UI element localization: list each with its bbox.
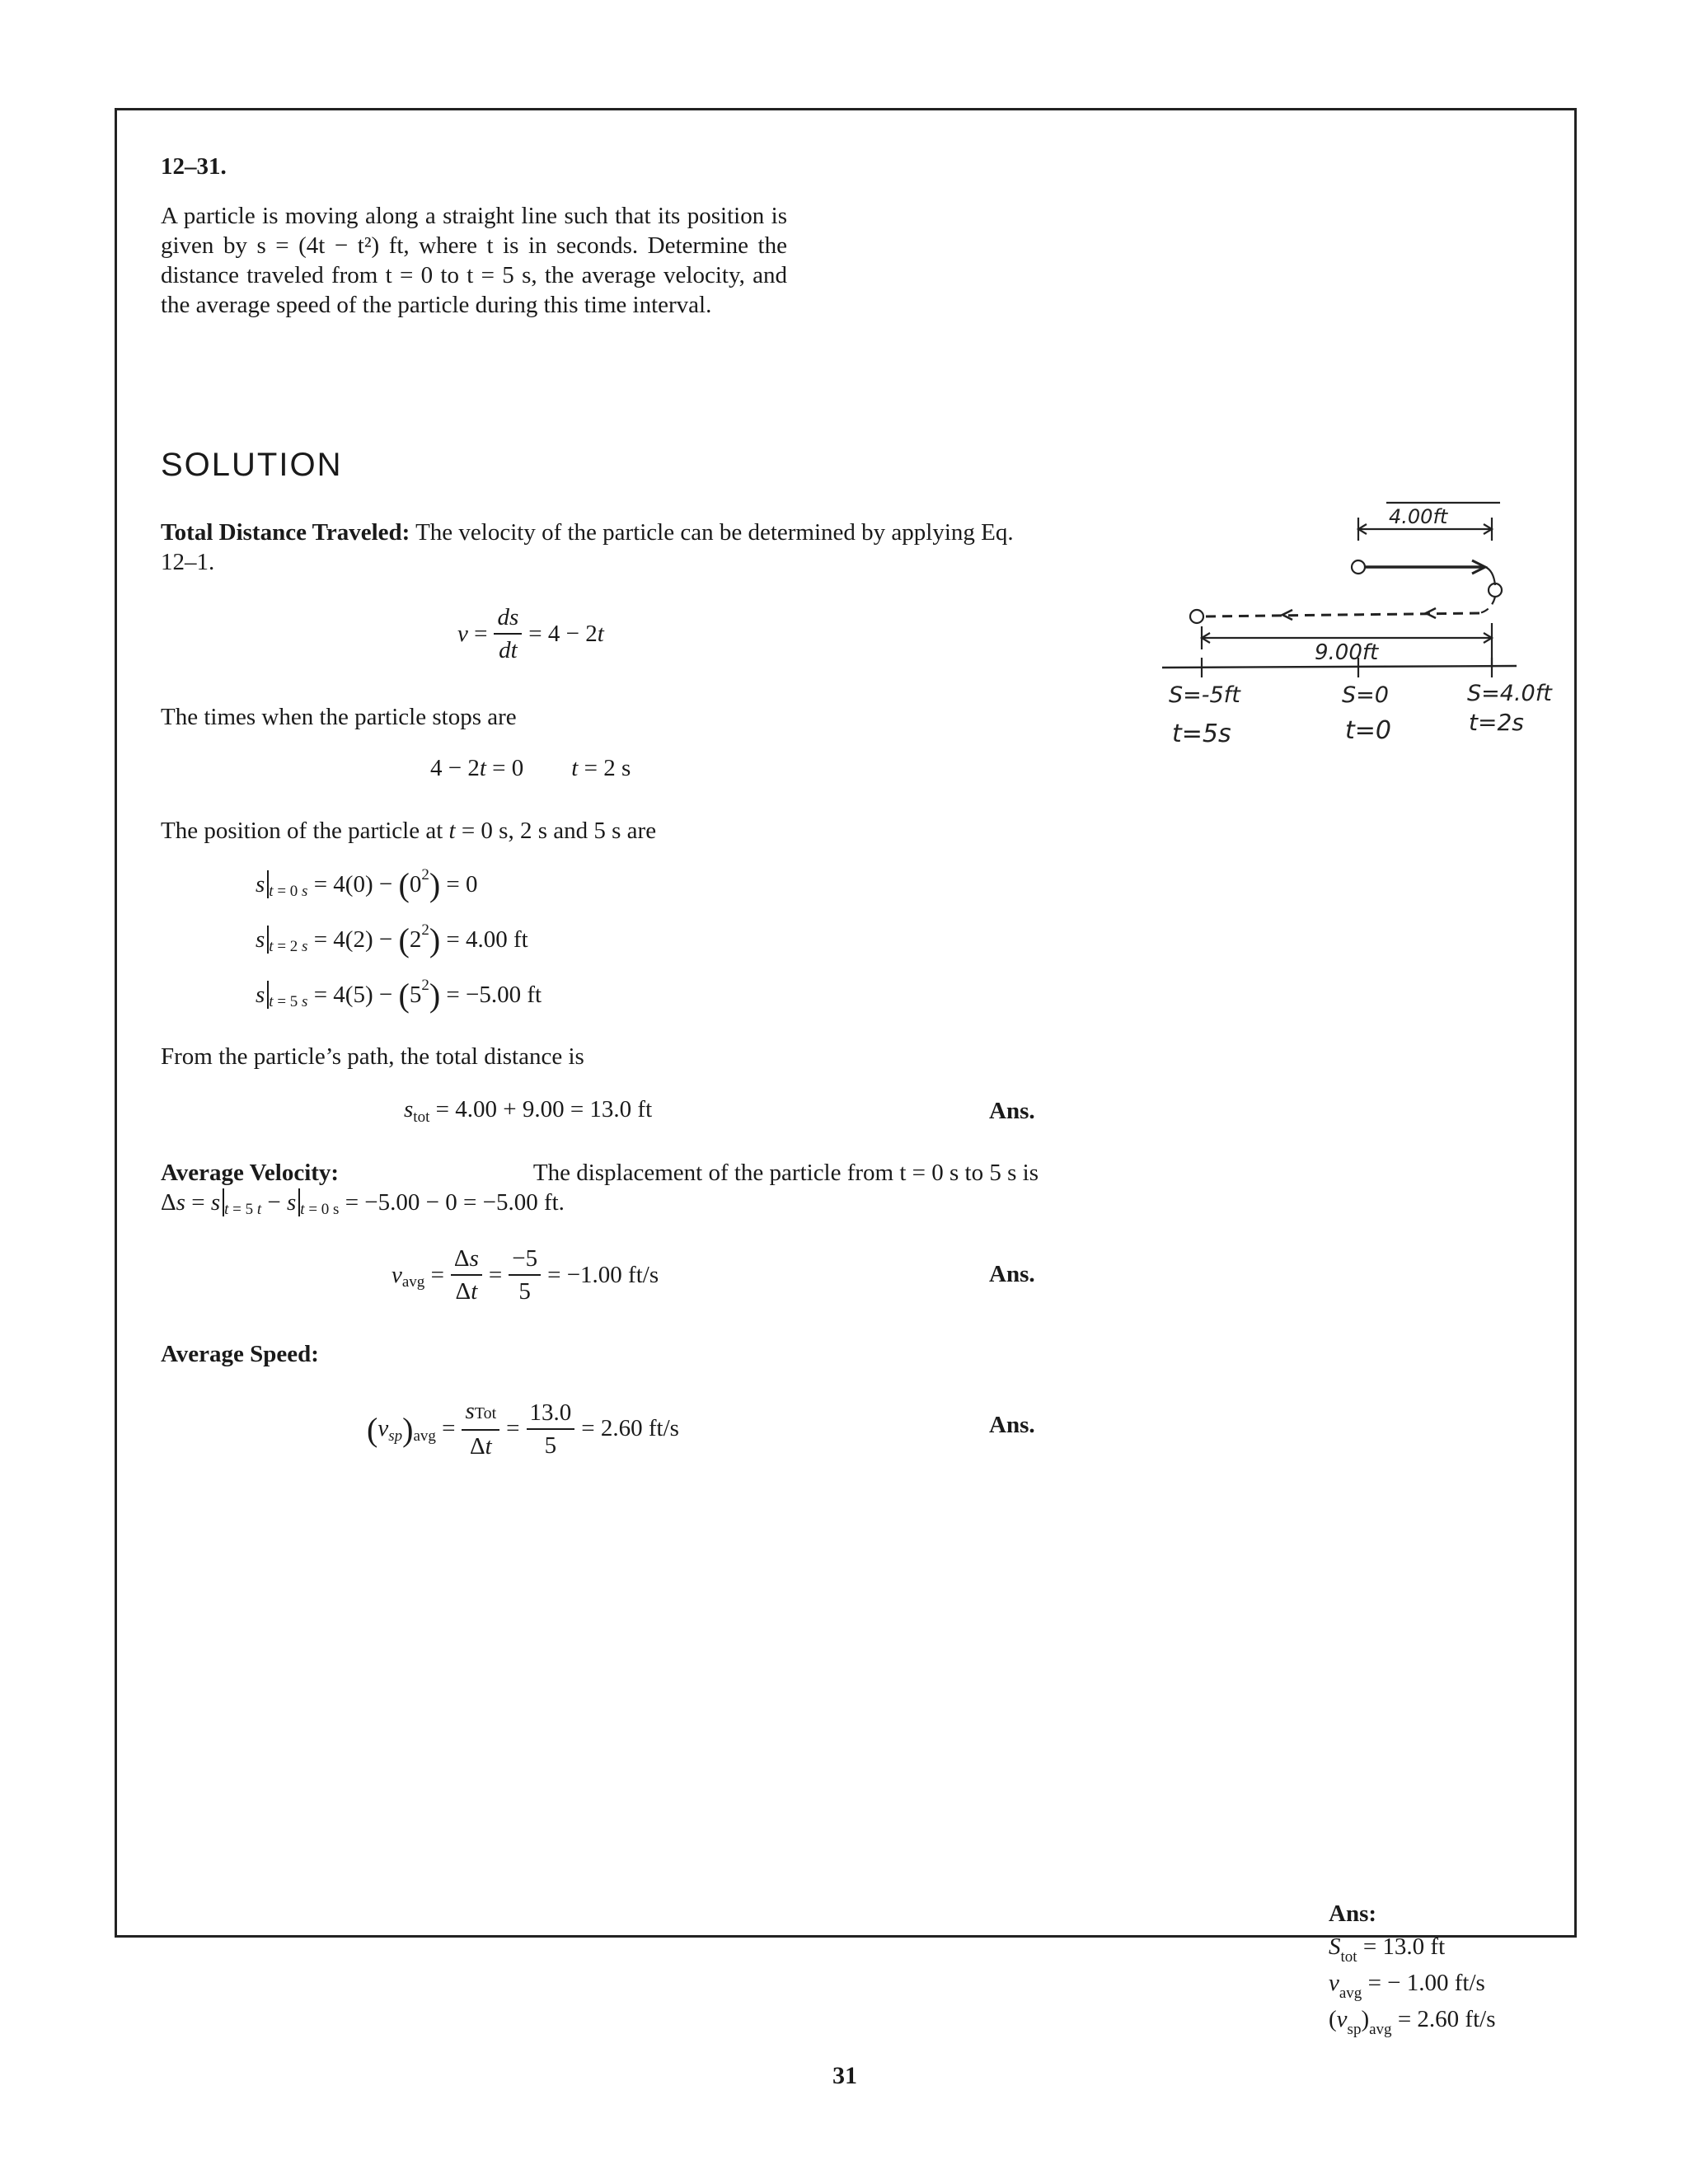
average-velocity-paragraph: Average Velocity: The displacement of the particle from t = 0 s to 5 s is Δ s = s t = 5 t − s t = 0 s = −5.00 − 0 = −5.00 ft. bbox=[161, 1160, 1039, 1218]
ans-label-3: Ans. bbox=[989, 1412, 1035, 1438]
particle-path-sketch bbox=[1154, 494, 1566, 766]
ans-label-2: Ans. bbox=[989, 1261, 1035, 1287]
velocity-equation: v = $\frac{ds}{dt}$ = 4 − 2 t bbox=[457, 604, 604, 663]
position-t2-equation: s t = 2 s = 4(2) − ( 2 2 ) = 4.00 ft bbox=[256, 921, 528, 958]
stops-text: The times when the particle stops are bbox=[161, 704, 517, 730]
sketch-label-s-mid: S=0 bbox=[1342, 682, 1389, 708]
problem-text: A particle is moving along a straight line such that its position is given by s = (4t − t²) ft, where t is in seconds. Determine the distance traveled from t = 0 to t = 5 s, the average velocity, and the average speed of the particle during this time interval. bbox=[161, 203, 787, 318]
page-number: 31 bbox=[832, 2062, 857, 2089]
page-frame bbox=[115, 108, 1577, 1938]
sketch-return-path bbox=[1203, 613, 1479, 616]
answer-summary bbox=[1329, 1897, 1495, 2039]
total-distance-equation: s tot = 4.00 + 9.00 = 13.0 ft bbox=[404, 1096, 653, 1126]
sketch-label-4ft: 4.00ft bbox=[1389, 505, 1448, 528]
sketch-end-point bbox=[1190, 610, 1203, 623]
average-speed-equation: ( v sp ) avg = $\frac{\text{sTot}}{\Delta t}$ = $\frac{13.0}{5}$ = 2.60 ft/s bbox=[367, 1398, 679, 1460]
sketch-label-t-left: t=5s bbox=[1172, 719, 1231, 748]
solution-heading: SOLUTION bbox=[161, 447, 343, 483]
summary-line-velocity: $v_{avg}$ = − 1.00 ft/s bbox=[1329, 1970, 1485, 2002]
sketch-label-s-left: S=-5ft bbox=[1169, 682, 1240, 708]
average-velocity-equation: v avg = $\frac{\Delta s}{\Delta t}$ = $\frac{-5}{5}$ = −1.00 ft/s bbox=[392, 1245, 659, 1305]
sketch-turn-point bbox=[1489, 583, 1502, 597]
sketch-label-t-right: t=2s bbox=[1469, 709, 1524, 736]
total-distance-paragraph bbox=[161, 518, 1039, 577]
sketch-start-point bbox=[1352, 560, 1365, 574]
sketch-axis bbox=[1162, 666, 1517, 668]
total-distance-label: Total Distance Traveled: bbox=[161, 519, 410, 546]
position-t5-equation: s t = 5 s = 4(5) − ( 5 2 ) = −5.00 ft bbox=[256, 977, 542, 1014]
total-distance-intro: The velocity of the particle can be determined by applying Eq. 12–1. bbox=[161, 519, 1014, 575]
average-speed-label: Average Speed: bbox=[161, 1341, 319, 1367]
positions-text: The position of the particle at t = 0 s, 2 s and 5 s are bbox=[161, 818, 657, 844]
ans-label-1: Ans. bbox=[989, 1098, 1035, 1124]
summary-line-total: $S_{tot} = 13.0$ ft bbox=[1329, 1933, 1446, 1966]
path-text: From the particle’s path, the total distance is bbox=[161, 1043, 584, 1070]
average-velocity-text: The displacement of the particle from t = 0 s to 5 s is bbox=[532, 1160, 1039, 1186]
position-t0-equation: s t = 0 s = 4(0) − ( 0 2 ) = 0 bbox=[256, 866, 478, 903]
sketch-label-s-right: S=4.0ft bbox=[1467, 681, 1552, 706]
summary-line-speed: $(v_{sp})_{avg} = 2.60$ ft/s bbox=[1329, 2006, 1496, 2038]
average-velocity-label: Average Velocity: bbox=[161, 1160, 340, 1186]
stop-equation: 4 − 2 t = 0 t = 2 s bbox=[430, 755, 631, 781]
problem-number: 12–31. bbox=[161, 153, 227, 180]
sketch-label-9ft: 9.00ft bbox=[1315, 640, 1379, 665]
summary-title: Ans: bbox=[1329, 1900, 1377, 1927]
sketch-label-t-mid: t=0 bbox=[1345, 716, 1391, 745]
